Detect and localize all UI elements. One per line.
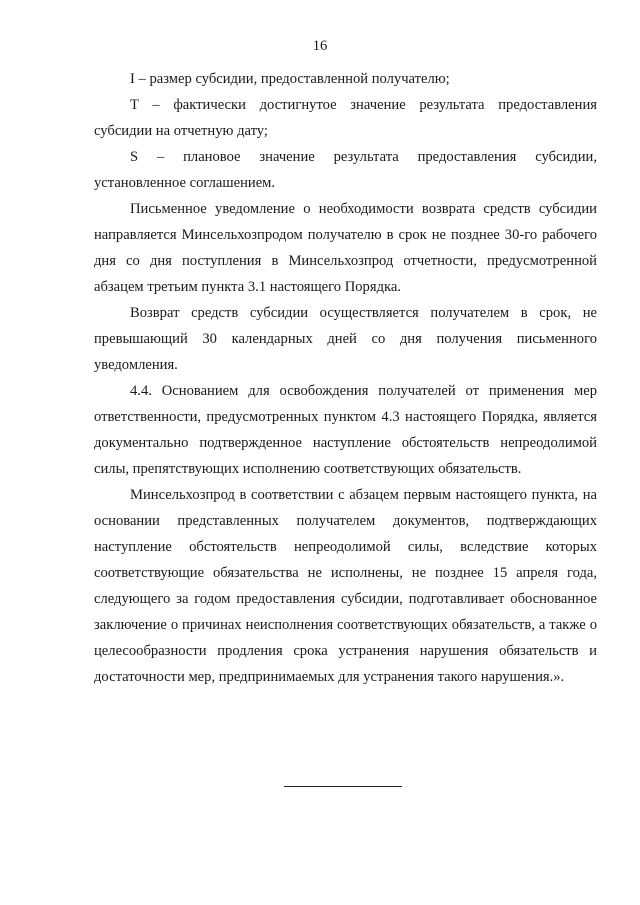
document-body: [94, 66, 597, 690]
paragraph-i-definition: I – размер субсидии, предоставленной получателю;: [130, 71, 450, 87]
end-separator-line: [284, 786, 402, 787]
paragraph-refund: Возврат средств субсидии осуществляется получателем в срок, не превышающий 30 календарных дней со дня получения письменного уведомления.: [94, 305, 597, 373]
paragraph-4-4: 4.4. Основанием для освобождения получателей от применения мер ответственности, предусмотренных пунктом 4.3 настоящего Порядка, является документально подтвержденное наступление обстоятельств непреодолимой силы, препятствующих исполнению соответствующих обязательств.: [94, 383, 597, 477]
paragraph-s-definition: S – плановое значение результата предоставления субсидии, установленное соглашением.: [94, 149, 597, 191]
paragraph-t-definition: T – фактически достигнутое значение результата предоставления субсидии на отчетную дату;: [94, 97, 597, 139]
page-number: 16: [312, 38, 328, 54]
paragraph-ministry-conclusion: Минсельхозпрод в соответствии с абзацем первым настоящего пункта, на основании представленных получателем документов, подтверждающих наступление обстоятельств непреодолимой силы, вследствие которых соответствующие обязательства не исполнены, не позднее 15 апреля года, следующего за годом предоставления субсидии, подготавливает обоснованное заключение о причинах неисполнения соответствующих обязательств, а также о целесообразности продления срока устранения нарушения обязательств и достаточности мер, предпринимаемых для устранения такого нарушения.».: [94, 487, 597, 685]
paragraph-notice: Письменное уведомление о необходимости возврата средств субсидии направляется Минсельхозпродом получателю в срок не позднее 30-го рабочего дня со дня поступления в Минсельхозпрод отчетности, предусмотренной абзацем третьим пункта 3.1 настоящего Порядка.: [94, 201, 597, 295]
